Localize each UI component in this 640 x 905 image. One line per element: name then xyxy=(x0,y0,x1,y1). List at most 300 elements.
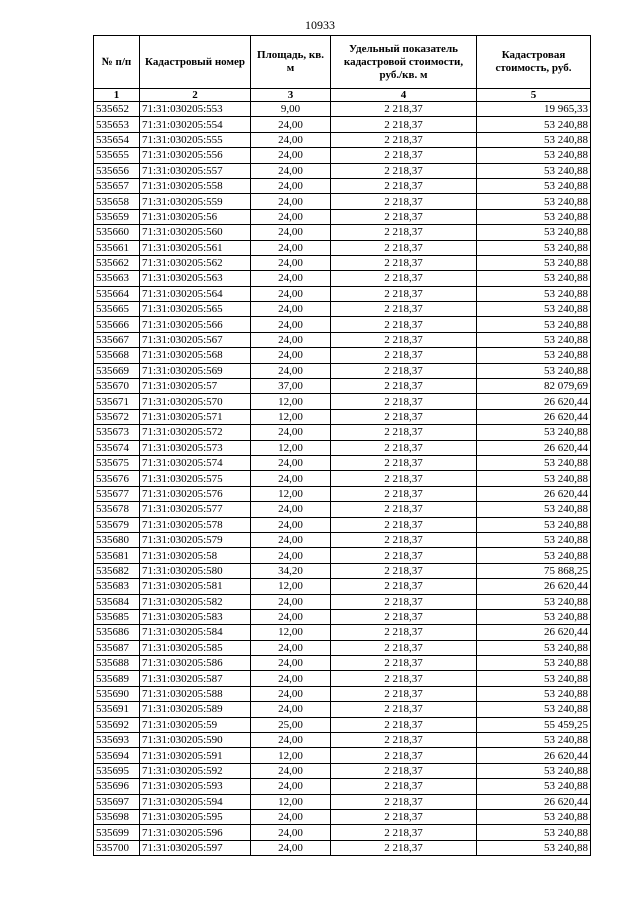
cell-area: 12,00 xyxy=(251,394,331,409)
table-row xyxy=(94,163,591,178)
table-row xyxy=(94,209,591,224)
column-number-row xyxy=(94,89,591,102)
cell-area: 24,00 xyxy=(251,825,331,840)
header-row-number: № п/п xyxy=(94,36,140,89)
cell-specific-value: 2 218,37 xyxy=(331,163,477,178)
cell-cadastral-value: 53 240,88 xyxy=(477,640,591,655)
cell-area: 24,00 xyxy=(251,271,331,286)
cell-cadastral-number: 71:31:030205:573 xyxy=(140,440,251,455)
cell-cadastral-value: 53 240,88 xyxy=(477,332,591,347)
cell-area: 24,00 xyxy=(251,117,331,132)
cell-specific-value: 2 218,37 xyxy=(331,763,477,778)
cell-cadastral-number: 71:31:030205:569 xyxy=(140,363,251,378)
table-row xyxy=(94,548,591,563)
table-row xyxy=(94,117,591,132)
cell-area: 24,00 xyxy=(251,471,331,486)
cell-specific-value: 2 218,37 xyxy=(331,394,477,409)
cell-cadastral-value: 26 620,44 xyxy=(477,486,591,501)
cell-cadastral-number: 71:31:030205:578 xyxy=(140,517,251,532)
table-row xyxy=(94,702,591,717)
cell-row-number: 535690 xyxy=(94,686,140,701)
cell-row-number: 535656 xyxy=(94,163,140,178)
table-row xyxy=(94,409,591,424)
cell-cadastral-number: 71:31:030205:564 xyxy=(140,286,251,301)
cell-cadastral-number: 71:31:030205:580 xyxy=(140,563,251,578)
cell-specific-value: 2 218,37 xyxy=(331,779,477,794)
cell-cadastral-value: 19 965,33 xyxy=(477,102,591,117)
cell-area: 24,00 xyxy=(251,517,331,532)
cell-specific-value: 2 218,37 xyxy=(331,733,477,748)
cell-cadastral-number: 71:31:030205:587 xyxy=(140,671,251,686)
cell-row-number: 535665 xyxy=(94,302,140,317)
cell-row-number: 535677 xyxy=(94,486,140,501)
cell-cadastral-value: 53 240,88 xyxy=(477,609,591,624)
cell-row-number: 535689 xyxy=(94,671,140,686)
table-row xyxy=(94,286,591,301)
cell-cadastral-number: 71:31:030205:56 xyxy=(140,209,251,224)
cell-row-number: 535659 xyxy=(94,209,140,224)
table-row xyxy=(94,517,591,532)
cell-cadastral-number: 71:31:030205:585 xyxy=(140,640,251,655)
cell-cadastral-value: 53 240,88 xyxy=(477,271,591,286)
cell-row-number: 535681 xyxy=(94,548,140,563)
cell-cadastral-number: 71:31:030205:556 xyxy=(140,148,251,163)
cell-area: 24,00 xyxy=(251,656,331,671)
cell-specific-value: 2 218,37 xyxy=(331,102,477,117)
cell-specific-value: 2 218,37 xyxy=(331,148,477,163)
cell-cadastral-number: 71:31:030205:594 xyxy=(140,794,251,809)
cell-specific-value: 2 218,37 xyxy=(331,117,477,132)
table-row xyxy=(94,563,591,578)
table-row xyxy=(94,363,591,378)
cell-cadastral-number: 71:31:030205:558 xyxy=(140,178,251,193)
table-row xyxy=(94,625,591,640)
cell-area: 24,00 xyxy=(251,225,331,240)
cell-cadastral-number: 71:31:030205:567 xyxy=(140,332,251,347)
cell-row-number: 535685 xyxy=(94,609,140,624)
cell-area: 9,00 xyxy=(251,102,331,117)
cell-cadastral-value: 53 240,88 xyxy=(477,163,591,178)
cell-area: 24,00 xyxy=(251,317,331,332)
cell-cadastral-value: 26 620,44 xyxy=(477,579,591,594)
cell-area: 24,00 xyxy=(251,840,331,855)
table-row xyxy=(94,102,591,117)
cell-cadastral-number: 71:31:030205:590 xyxy=(140,733,251,748)
table-row xyxy=(94,271,591,286)
cell-cadastral-number: 71:31:030205:591 xyxy=(140,748,251,763)
cell-cadastral-number: 71:31:030205:576 xyxy=(140,486,251,501)
cell-cadastral-number: 71:31:030205:57 xyxy=(140,379,251,394)
cell-row-number: 535683 xyxy=(94,579,140,594)
cell-cadastral-number: 71:31:030205:555 xyxy=(140,132,251,147)
cell-cadastral-value: 26 620,44 xyxy=(477,625,591,640)
table-row xyxy=(94,609,591,624)
table-row xyxy=(94,317,591,332)
cell-area: 12,00 xyxy=(251,794,331,809)
cell-specific-value: 2 218,37 xyxy=(331,502,477,517)
cell-row-number: 535660 xyxy=(94,225,140,240)
cell-cadastral-value: 53 240,88 xyxy=(477,532,591,547)
cell-area: 12,00 xyxy=(251,440,331,455)
cell-row-number: 535657 xyxy=(94,178,140,193)
cell-specific-value: 2 218,37 xyxy=(331,579,477,594)
cell-specific-value: 2 218,37 xyxy=(331,379,477,394)
cell-cadastral-value: 53 240,88 xyxy=(477,471,591,486)
cell-cadastral-number: 71:31:030205:592 xyxy=(140,763,251,778)
cell-row-number: 535687 xyxy=(94,640,140,655)
table-row xyxy=(94,132,591,147)
cell-row-number: 535682 xyxy=(94,563,140,578)
cell-row-number: 535673 xyxy=(94,425,140,440)
table-row xyxy=(94,794,591,809)
column-number: 1 xyxy=(94,89,140,102)
page-number: 10933 xyxy=(305,18,335,32)
cell-cadastral-number: 71:31:030205:59 xyxy=(140,717,251,732)
cell-row-number: 535693 xyxy=(94,733,140,748)
table-row xyxy=(94,594,591,609)
cell-row-number: 535688 xyxy=(94,656,140,671)
cell-specific-value: 2 218,37 xyxy=(331,409,477,424)
cell-cadastral-number: 71:31:030205:596 xyxy=(140,825,251,840)
cell-area: 24,00 xyxy=(251,763,331,778)
cell-cadastral-value: 53 240,88 xyxy=(477,656,591,671)
cell-area: 24,00 xyxy=(251,779,331,794)
cell-row-number: 535696 xyxy=(94,779,140,794)
cell-specific-value: 2 218,37 xyxy=(331,809,477,824)
cell-specific-value: 2 218,37 xyxy=(331,517,477,532)
cell-area: 24,00 xyxy=(251,240,331,255)
cell-area: 24,00 xyxy=(251,348,331,363)
cell-cadastral-number: 71:31:030205:553 xyxy=(140,102,251,117)
cell-area: 24,00 xyxy=(251,332,331,347)
cell-area: 24,00 xyxy=(251,194,331,209)
cell-area: 12,00 xyxy=(251,579,331,594)
cell-row-number: 535674 xyxy=(94,440,140,455)
cell-cadastral-number: 71:31:030205:584 xyxy=(140,625,251,640)
cell-specific-value: 2 218,37 xyxy=(331,548,477,563)
table-row xyxy=(94,471,591,486)
cell-cadastral-number: 71:31:030205:586 xyxy=(140,656,251,671)
cell-cadastral-value: 53 240,88 xyxy=(477,225,591,240)
cell-cadastral-number: 71:31:030205:579 xyxy=(140,532,251,547)
cell-cadastral-value: 55 459,25 xyxy=(477,717,591,732)
header-specific-value: Удельный показатель кадастровой стоимости, руб./кв. м xyxy=(331,36,477,89)
cell-specific-value: 2 218,37 xyxy=(331,594,477,609)
cell-specific-value: 2 218,37 xyxy=(331,625,477,640)
table-row xyxy=(94,640,591,655)
cell-area: 12,00 xyxy=(251,486,331,501)
cell-specific-value: 2 218,37 xyxy=(331,455,477,470)
cell-cadastral-value: 26 620,44 xyxy=(477,748,591,763)
cell-cadastral-number: 71:31:030205:566 xyxy=(140,317,251,332)
cell-specific-value: 2 218,37 xyxy=(331,225,477,240)
cell-row-number: 535658 xyxy=(94,194,140,209)
cell-specific-value: 2 218,37 xyxy=(331,240,477,255)
cell-specific-value: 2 218,37 xyxy=(331,332,477,347)
cell-row-number: 535686 xyxy=(94,625,140,640)
cell-cadastral-value: 53 240,88 xyxy=(477,286,591,301)
cell-specific-value: 2 218,37 xyxy=(331,794,477,809)
cell-specific-value: 2 218,37 xyxy=(331,286,477,301)
table-row xyxy=(94,148,591,163)
table-row xyxy=(94,809,591,824)
cell-cadastral-value: 53 240,88 xyxy=(477,425,591,440)
cell-area: 24,00 xyxy=(251,640,331,655)
column-number: 5 xyxy=(477,89,591,102)
cell-row-number: 535671 xyxy=(94,394,140,409)
cell-cadastral-number: 71:31:030205:572 xyxy=(140,425,251,440)
table-body xyxy=(94,102,591,856)
cell-cadastral-value: 75 868,25 xyxy=(477,563,591,578)
cell-row-number: 535695 xyxy=(94,763,140,778)
cell-cadastral-value: 53 240,88 xyxy=(477,178,591,193)
table-row xyxy=(94,240,591,255)
cell-row-number: 535676 xyxy=(94,471,140,486)
cell-row-number: 535680 xyxy=(94,532,140,547)
cell-row-number: 535692 xyxy=(94,717,140,732)
cell-cadastral-value: 53 240,88 xyxy=(477,809,591,824)
cell-area: 24,00 xyxy=(251,548,331,563)
cell-row-number: 535699 xyxy=(94,825,140,840)
cell-row-number: 535662 xyxy=(94,255,140,270)
cell-specific-value: 2 218,37 xyxy=(331,209,477,224)
cell-cadastral-value: 53 240,88 xyxy=(477,117,591,132)
cell-cadastral-value: 82 079,69 xyxy=(477,379,591,394)
cell-cadastral-value: 53 240,88 xyxy=(477,302,591,317)
cell-cadastral-number: 71:31:030205:574 xyxy=(140,455,251,470)
cell-cadastral-value: 53 240,88 xyxy=(477,686,591,701)
table-row xyxy=(94,840,591,855)
header-cadastral-number: Кадастровый номер xyxy=(140,36,251,89)
cell-specific-value: 2 218,37 xyxy=(331,317,477,332)
cell-specific-value: 2 218,37 xyxy=(331,471,477,486)
cell-row-number: 535700 xyxy=(94,840,140,855)
cell-specific-value: 2 218,37 xyxy=(331,194,477,209)
table-row xyxy=(94,579,591,594)
table-row xyxy=(94,686,591,701)
table-row xyxy=(94,825,591,840)
cell-cadastral-value: 53 240,88 xyxy=(477,840,591,855)
cell-row-number: 535672 xyxy=(94,409,140,424)
cell-cadastral-number: 71:31:030205:583 xyxy=(140,609,251,624)
cell-cadastral-number: 71:31:030205:565 xyxy=(140,302,251,317)
cell-area: 24,00 xyxy=(251,363,331,378)
cell-area: 24,00 xyxy=(251,671,331,686)
cell-row-number: 535664 xyxy=(94,286,140,301)
table-row xyxy=(94,332,591,347)
cell-cadastral-number: 71:31:030205:570 xyxy=(140,394,251,409)
cell-specific-value: 2 218,37 xyxy=(331,255,477,270)
cell-row-number: 535666 xyxy=(94,317,140,332)
cell-cadastral-value: 53 240,88 xyxy=(477,455,591,470)
cell-row-number: 535661 xyxy=(94,240,140,255)
cell-area: 12,00 xyxy=(251,748,331,763)
cell-area: 24,00 xyxy=(251,148,331,163)
cell-area: 24,00 xyxy=(251,178,331,193)
cell-cadastral-number: 71:31:030205:582 xyxy=(140,594,251,609)
cell-cadastral-value: 53 240,88 xyxy=(477,363,591,378)
cell-specific-value: 2 218,37 xyxy=(331,748,477,763)
table-row xyxy=(94,717,591,732)
cell-cadastral-value: 53 240,88 xyxy=(477,255,591,270)
cell-cadastral-number: 71:31:030205:588 xyxy=(140,686,251,701)
cell-area: 34,20 xyxy=(251,563,331,578)
table-row xyxy=(94,440,591,455)
cell-cadastral-number: 71:31:030205:595 xyxy=(140,809,251,824)
cell-specific-value: 2 218,37 xyxy=(331,363,477,378)
cell-area: 24,00 xyxy=(251,425,331,440)
cell-cadastral-value: 53 240,88 xyxy=(477,594,591,609)
cell-row-number: 535668 xyxy=(94,348,140,363)
table-row xyxy=(94,502,591,517)
cell-area: 24,00 xyxy=(251,686,331,701)
table-row xyxy=(94,255,591,270)
cell-cadastral-value: 26 620,44 xyxy=(477,794,591,809)
cell-row-number: 535670 xyxy=(94,379,140,394)
cell-cadastral-number: 71:31:030205:589 xyxy=(140,702,251,717)
cell-specific-value: 2 218,37 xyxy=(331,302,477,317)
cell-cadastral-number: 71:31:030205:563 xyxy=(140,271,251,286)
cell-cadastral-value: 53 240,88 xyxy=(477,240,591,255)
cell-row-number: 535675 xyxy=(94,455,140,470)
cell-cadastral-value: 53 240,88 xyxy=(477,517,591,532)
cell-row-number: 535654 xyxy=(94,132,140,147)
table-row xyxy=(94,178,591,193)
table-row xyxy=(94,225,591,240)
cell-row-number: 535678 xyxy=(94,502,140,517)
cell-specific-value: 2 218,37 xyxy=(331,132,477,147)
cell-cadastral-number: 71:31:030205:58 xyxy=(140,548,251,563)
cell-specific-value: 2 218,37 xyxy=(331,348,477,363)
cell-specific-value: 2 218,37 xyxy=(331,425,477,440)
cell-cadastral-value: 53 240,88 xyxy=(477,148,591,163)
cell-cadastral-number: 71:31:030205:554 xyxy=(140,117,251,132)
cell-cadastral-number: 71:31:030205:559 xyxy=(140,194,251,209)
table-row xyxy=(94,733,591,748)
cell-row-number: 535669 xyxy=(94,363,140,378)
cell-row-number: 535684 xyxy=(94,594,140,609)
cell-area: 24,00 xyxy=(251,455,331,470)
cell-row-number: 535653 xyxy=(94,117,140,132)
cell-row-number: 535691 xyxy=(94,702,140,717)
cell-row-number: 535663 xyxy=(94,271,140,286)
cell-row-number: 535697 xyxy=(94,794,140,809)
cell-specific-value: 2 218,37 xyxy=(331,825,477,840)
cell-row-number: 535694 xyxy=(94,748,140,763)
table-row xyxy=(94,348,591,363)
cell-row-number: 535655 xyxy=(94,148,140,163)
column-number: 2 xyxy=(140,89,251,102)
cell-cadastral-number: 71:31:030205:571 xyxy=(140,409,251,424)
cell-cadastral-value: 53 240,88 xyxy=(477,702,591,717)
cadastral-table xyxy=(93,35,591,856)
cell-cadastral-value: 53 240,88 xyxy=(477,548,591,563)
cell-specific-value: 2 218,37 xyxy=(331,486,477,501)
cell-cadastral-number: 71:31:030205:557 xyxy=(140,163,251,178)
header-cadastral-value: Кадастровая стоимость, руб. xyxy=(477,36,591,89)
cell-cadastral-number: 71:31:030205:577 xyxy=(140,502,251,517)
cell-specific-value: 2 218,37 xyxy=(331,702,477,717)
cell-specific-value: 2 218,37 xyxy=(331,640,477,655)
cell-specific-value: 2 218,37 xyxy=(331,717,477,732)
cell-area: 12,00 xyxy=(251,409,331,424)
table-row xyxy=(94,425,591,440)
cell-cadastral-value: 26 620,44 xyxy=(477,409,591,424)
cell-cadastral-number: 71:31:030205:575 xyxy=(140,471,251,486)
table-row xyxy=(94,302,591,317)
cell-area: 12,00 xyxy=(251,625,331,640)
cell-area: 24,00 xyxy=(251,502,331,517)
column-number: 3 xyxy=(251,89,331,102)
cell-area: 24,00 xyxy=(251,702,331,717)
cell-cadastral-value: 53 240,88 xyxy=(477,209,591,224)
cell-area: 24,00 xyxy=(251,255,331,270)
table-row xyxy=(94,656,591,671)
cell-area: 24,00 xyxy=(251,809,331,824)
cell-area: 24,00 xyxy=(251,302,331,317)
table-row xyxy=(94,379,591,394)
table-row xyxy=(94,779,591,794)
table-row xyxy=(94,194,591,209)
table-row xyxy=(94,486,591,501)
cell-specific-value: 2 218,37 xyxy=(331,178,477,193)
cell-specific-value: 2 218,37 xyxy=(331,271,477,286)
cell-cadastral-number: 71:31:030205:560 xyxy=(140,225,251,240)
table-header xyxy=(94,36,591,102)
cell-cadastral-value: 53 240,88 xyxy=(477,671,591,686)
column-number: 4 xyxy=(331,89,477,102)
table-row xyxy=(94,671,591,686)
cell-specific-value: 2 218,37 xyxy=(331,532,477,547)
cell-row-number: 535679 xyxy=(94,517,140,532)
cell-cadastral-value: 53 240,88 xyxy=(477,733,591,748)
cell-specific-value: 2 218,37 xyxy=(331,440,477,455)
cell-cadastral-value: 53 240,88 xyxy=(477,194,591,209)
cell-cadastral-number: 71:31:030205:581 xyxy=(140,579,251,594)
cell-cadastral-value: 53 240,88 xyxy=(477,779,591,794)
cell-cadastral-number: 71:31:030205:593 xyxy=(140,779,251,794)
cell-area: 24,00 xyxy=(251,286,331,301)
cell-area: 37,00 xyxy=(251,379,331,394)
cell-cadastral-number: 71:31:030205:597 xyxy=(140,840,251,855)
cell-cadastral-value: 53 240,88 xyxy=(477,132,591,147)
cell-area: 24,00 xyxy=(251,532,331,547)
cell-row-number: 535698 xyxy=(94,809,140,824)
header-area: Площадь, кв. м xyxy=(251,36,331,89)
cell-cadastral-value: 53 240,88 xyxy=(477,348,591,363)
cell-cadastral-value: 53 240,88 xyxy=(477,502,591,517)
cell-cadastral-number: 71:31:030205:568 xyxy=(140,348,251,363)
cell-area: 24,00 xyxy=(251,209,331,224)
table-row xyxy=(94,748,591,763)
table-row xyxy=(94,532,591,547)
cell-cadastral-value: 53 240,88 xyxy=(477,317,591,332)
table-row xyxy=(94,455,591,470)
cell-area: 24,00 xyxy=(251,609,331,624)
header-row xyxy=(94,36,591,89)
cell-specific-value: 2 218,37 xyxy=(331,840,477,855)
cell-area: 24,00 xyxy=(251,163,331,178)
cell-specific-value: 2 218,37 xyxy=(331,671,477,686)
table-row xyxy=(94,394,591,409)
cell-cadastral-value: 53 240,88 xyxy=(477,763,591,778)
cell-cadastral-value: 26 620,44 xyxy=(477,440,591,455)
cell-area: 24,00 xyxy=(251,733,331,748)
cell-cadastral-number: 71:31:030205:562 xyxy=(140,255,251,270)
cell-area: 24,00 xyxy=(251,594,331,609)
cell-row-number: 535667 xyxy=(94,332,140,347)
cell-area: 24,00 xyxy=(251,132,331,147)
